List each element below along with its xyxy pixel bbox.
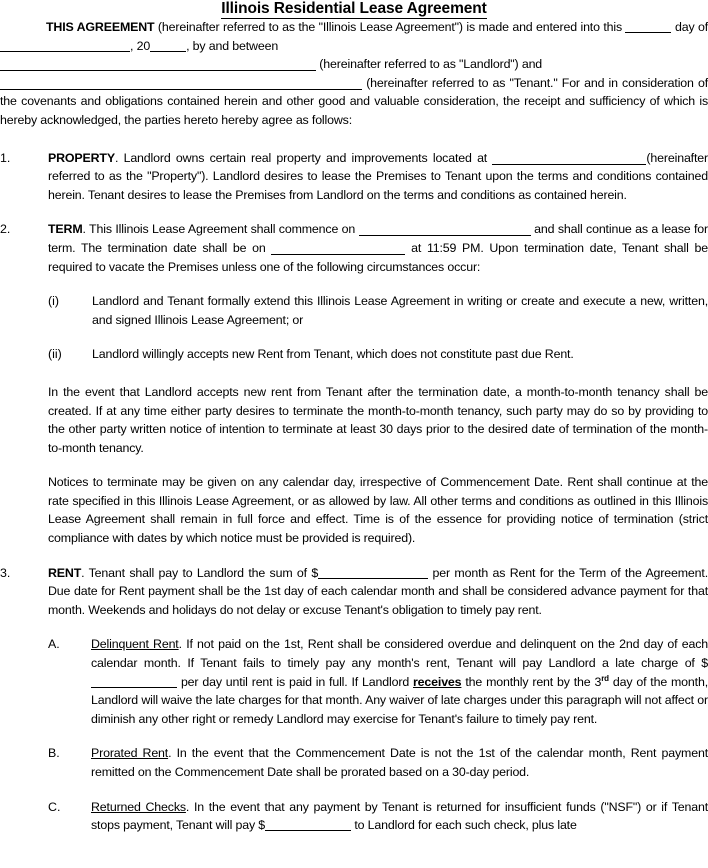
nsf-fee-amount-blank-field[interactable] — [265, 818, 351, 831]
clause-number-2: 2. — [0, 222, 11, 237]
prorated-rent-text-1: . In the event that the Commencement Date is not the 1st of the calendar month, Rent payment remitted on the Commencement Date shall be prorated based on a 30-day period. — [91, 746, 708, 779]
term-trailing-paragraph-2: Notices to terminate may be given on any calendar day, irrespective of Commencement Date. Rent shall continue at the rate specified in this Illinois Lease Agreement, or as allowed by law. All other terms and conditions as outlined in this Illinois Lease Agreement shall remain in full force and effect. Time is of the essence for providing notice of termination (strict compliance with dates by which notice must be provided is required). — [48, 475, 708, 546]
clause-property — [0, 149, 708, 205]
delinquent-rent-text-1: . If not paid on the 1st, Rent shall be considered overdue and delinquent on the 2nd day of each calendar month. If Tenant fails to timely pay any month's rent, Tenant will pay Landlord a late charge of $ — [91, 637, 708, 671]
spacer — [0, 276, 708, 292]
day-blank-field[interactable] — [625, 20, 671, 33]
lettered-marker-b: B. — [48, 746, 60, 761]
rent-lettered-item-a — [0, 635, 708, 728]
clause-term-mid-1: and shall continue as a lease for term. The termination date shall be on — [48, 222, 708, 255]
spacer — [0, 457, 708, 473]
landlord-name-blank-field[interactable] — [0, 57, 316, 71]
spacer — [0, 619, 708, 635]
clause-heading-rent: RENT — [48, 565, 82, 580]
clause-heading-property: PROPERTY — [48, 150, 115, 165]
spacer — [0, 548, 708, 564]
commencement-date-blank-field[interactable] — [359, 222, 531, 236]
clause-property-lead: . Landlord owns certain real property and improvements located at — [114, 150, 493, 165]
delinquent-rent-text-2: per day until rent is paid in full. If Landlord — [177, 674, 413, 689]
clause-heading-term: TERM — [48, 222, 83, 237]
intro-lead-bold: THIS AGREEMENT — [46, 20, 155, 34]
tenant-line — [0, 74, 708, 130]
term-roman-item-ii — [0, 345, 708, 364]
tenant-tag-text: (hereinafter referred to as "Tenant." For and in consideration of the covenants and obligations contained herein and other good and valuable consideration, the receipt and sufficiency of which is hereby acknowledged, the parties hereto hereby agree as follows: — [0, 75, 708, 127]
rent-lettered-item-b — [0, 744, 708, 781]
spacer — [0, 364, 708, 383]
receives-emphasis: receives — [413, 674, 462, 689]
clause-rent-lead: . Tenant shall pay to Landlord the sum of $ — [81, 565, 319, 580]
roman-marker-ii: (ii) — [48, 347, 62, 362]
termination-date-blank-field[interactable] — [271, 241, 405, 255]
intro-text-1: (hereinafter referred to as the "Illinois Lease Agreement") is made and entered into this — [154, 20, 626, 34]
roman-text-ii: Landlord willingly accepts new Rent from Tenant, which does not constitute past due Rent. — [92, 347, 574, 362]
clause-body-rent — [48, 564, 708, 620]
term-trailing-paragraph-1: In the event that Landlord accepts new rent from Tenant after the termination date, a month-to-month tenancy shall be created. If at any time either party desires to terminate the month-to-month tenancy, such party may do so by providing to the other party written notice of intention to terminate at least 30 days prior to the desired date of termination of the month-to-month tenancy. — [48, 384, 708, 455]
intro-text-3: , 20 — [130, 38, 151, 53]
returned-checks-title: Returned Checks — [91, 799, 186, 814]
clause-rent — [0, 564, 708, 620]
spacer — [0, 329, 708, 345]
spacer — [0, 782, 708, 798]
delinquent-rent-text-4: day of the month, Landlord will waive the late charges for that month. Any waiver of late charges under this paragraph will not affect or diminish any other right or remedy Landlord may exercise for Tenant's failure to timely pay rent. — [91, 674, 708, 726]
ordinal-suffix: rd — [601, 673, 609, 683]
spacer — [0, 204, 708, 220]
spacer — [0, 728, 708, 744]
intro-paragraph — [0, 18, 708, 55]
monthly-rent-amount-blank-field[interactable] — [318, 566, 428, 579]
returned-checks-text-2: to Landlord for each such check, plus late — [351, 818, 577, 833]
spacer — [0, 130, 708, 149]
lettered-marker-a: A. — [48, 637, 60, 652]
prorated-rent-title: Prorated Rent — [91, 746, 169, 761]
late-charge-amount-blank-field[interactable] — [91, 675, 177, 688]
month-blank-field[interactable] — [0, 39, 130, 52]
tenant-name-blank-field[interactable] — [0, 76, 362, 90]
property-address-blank-field[interactable] — [492, 151, 646, 165]
clause-rent-body: per month as Rent for the Term of the Agreement. Due date for Rent payment shall be the 1st day of each calendar month and shall be considered advance payment for that month. Weekends and holidays do not delay or excuse Tenant's obligation to timely pay rent. — [48, 565, 708, 617]
intro-text-4: , by and between — [186, 38, 279, 53]
page-title — [0, 0, 708, 18]
clause-property-body: (hereinafter referred to as the "Property"). Landlord desires to lease the Premises to Tenant upon the terms and conditions contained herein. Tenant desires to lease the Premises from Landlord on the terms and conditions as contained herein. — [48, 150, 708, 202]
lettered-body-prorated-rent — [91, 744, 708, 781]
term-roman-item-i — [0, 292, 708, 329]
clause-number-1: 1. — [0, 150, 11, 165]
clause-term-lead: . This Illinois Lease Agreement shall commence on — [82, 222, 359, 237]
page-title-text: Illinois Residential Lease Agreement — [221, 0, 487, 17]
returned-checks-text-1: . In the event that any payment by Tenant is returned for insufficient funds ("NSF") or if Tenant stops payment, Tenant will pay $ — [91, 799, 708, 833]
lettered-marker-c: C. — [48, 799, 61, 814]
lettered-body-delinquent-rent — [91, 635, 708, 728]
clause-term-mid-2: at 11:59 PM. Upon termination date, Tenant shall be required to vacate the Premises unless one of the following circumstances occur: — [48, 240, 708, 274]
delinquent-rent-text-3: the monthly rent by the 3 — [461, 674, 602, 689]
clause-body-property — [48, 149, 708, 205]
rent-lettered-item-c — [0, 798, 708, 835]
delinquent-rent-title: Delinquent Rent — [91, 637, 179, 652]
roman-marker-i: (i) — [48, 294, 60, 309]
roman-text-i: Landlord and Tenant formally extend this Illinois Lease Agreement in writing or create and execute a new, written, and signed Illinois Lease Agreement; or — [92, 294, 708, 327]
intro-text-2: day of — [671, 20, 708, 34]
year-blank-field[interactable] — [150, 39, 186, 52]
landlord-tag-text: (hereinafter referred to as "Landlord") and — [319, 57, 543, 72]
landlord-line — [0, 55, 708, 74]
clause-term — [0, 220, 708, 276]
clause-number-3: 3. — [0, 565, 11, 580]
clause-body-term — [48, 220, 708, 276]
lettered-body-returned-checks — [91, 798, 708, 835]
